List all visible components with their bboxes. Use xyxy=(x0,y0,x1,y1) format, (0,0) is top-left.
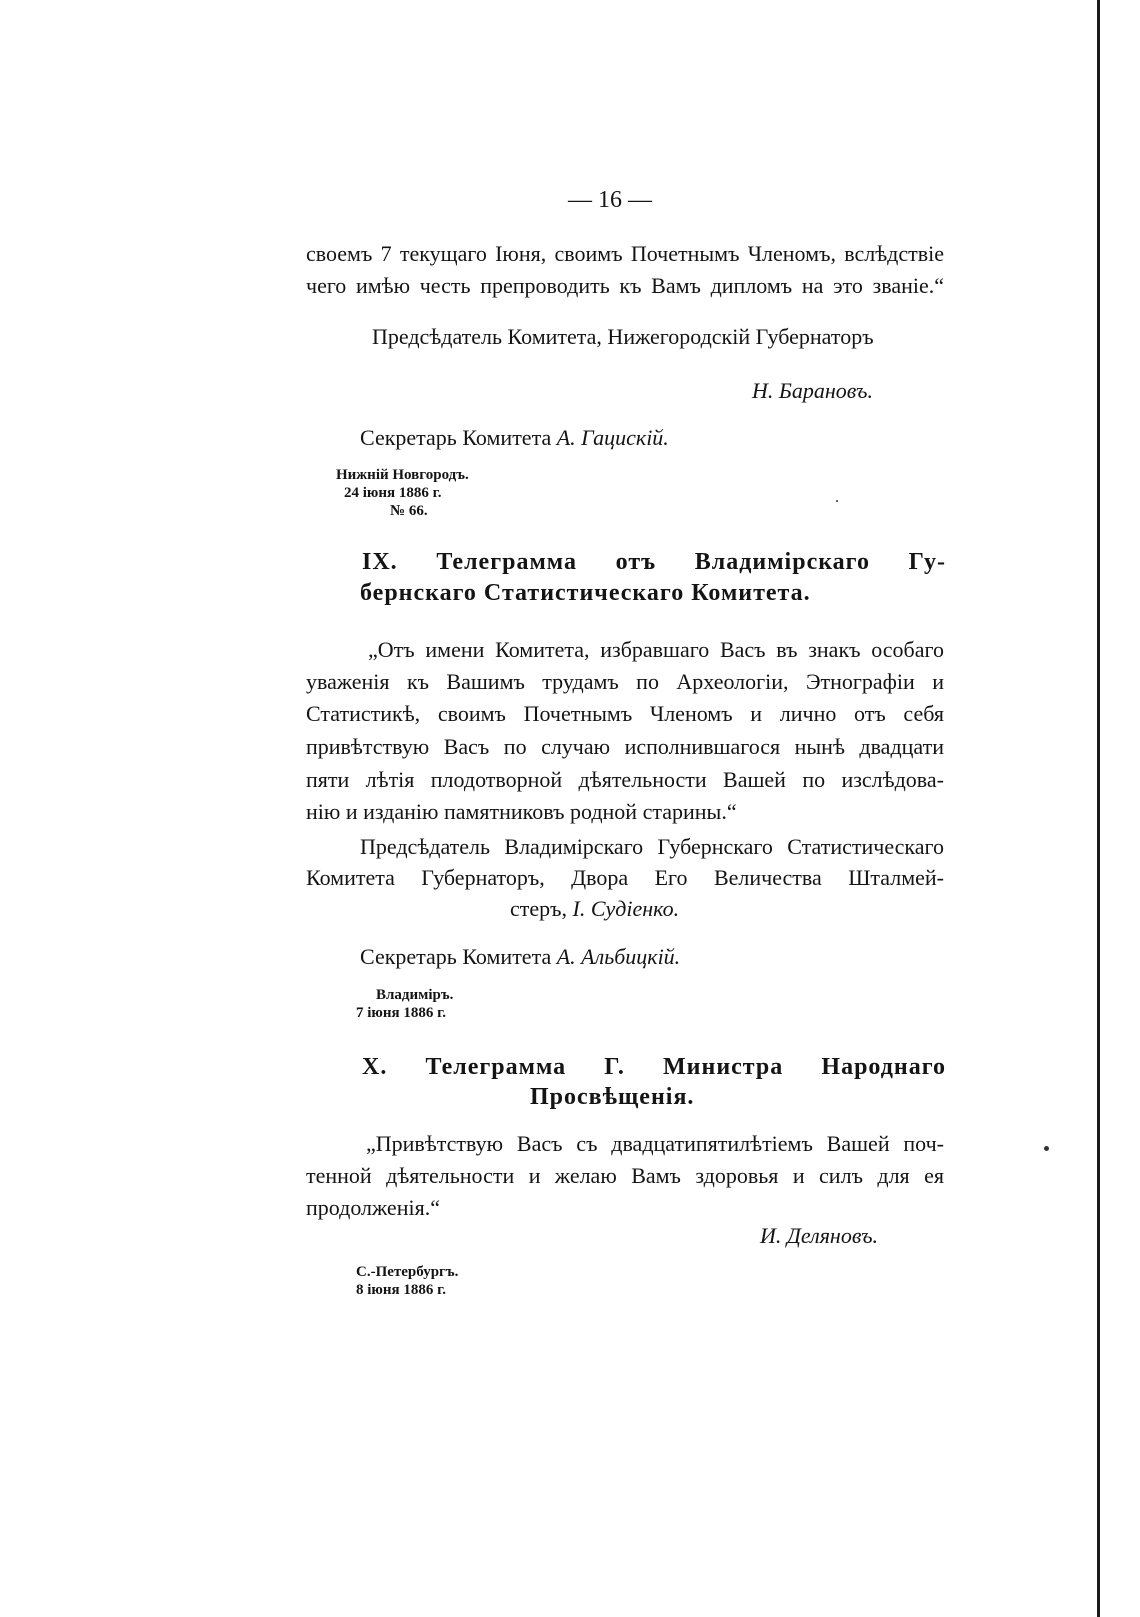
chairman-title-1: Предсѣдатель Комитета, Нижегородскій Губернаторъ xyxy=(372,324,874,349)
chairman-name-1: Н. Барановъ. xyxy=(752,378,873,403)
section-ix-quote-3: Статистикѣ, своимъ Почетнымъ Членомъ и лично отъ себя xyxy=(306,701,944,726)
section-x-quote-2: тенной дѣятельности и желаю Вамъ здоровья и силъ для ея xyxy=(306,1163,944,1188)
secretary-name-1: А. Гацискій. xyxy=(556,425,669,450)
section-ix-quote-6: нію и изданію памятниковъ родной старины.“ xyxy=(306,799,737,824)
section-ix-heading-1: IX. Телеграмма отъ Владимірскаго Гу- xyxy=(362,549,946,575)
section-ix-place: Владиміръ. xyxy=(376,987,454,1003)
section-ix-quote-2: уваженія къ Вашимъ трудамъ по Археологіи, Этнографіи и xyxy=(306,669,944,694)
section-ix-secretary-label: Секретарь Комитета xyxy=(360,944,552,969)
section-x-signature: И. Деляновъ. xyxy=(760,1223,879,1248)
section-x-date: 8 іюня 1886 г. xyxy=(356,1282,447,1298)
section-ix-quote-5: пяти лѣтія плодотворной дѣятельности Вашей по изслѣдова- xyxy=(306,767,944,792)
section-x-place: С.-Петербургъ. xyxy=(356,1264,459,1280)
section-ix-quote-4: привѣтствую Васъ по случаю исполнившагося нынѣ двадцати xyxy=(306,734,944,759)
section-ix-secretary xyxy=(360,943,680,971)
opening-line-2: чего имѣю честь препроводить къ Вамъ дипломъ на это званіе.“ xyxy=(306,273,944,298)
section-ix-quote-1: „Отъ имени Комитета, избравшаго Васъ въ знакъ особаго xyxy=(368,637,944,662)
date-1: 24 іюня 1886 г. xyxy=(344,485,442,501)
section-ix-chairman-prefix: стеръ, xyxy=(510,896,568,921)
place-1: Нижній Новгородъ. xyxy=(336,467,469,483)
section-ix-chairman-3 xyxy=(510,895,679,923)
section-x-heading-1: X. Телеграмма Г. Министра Народнаго xyxy=(362,1054,946,1080)
print-speck xyxy=(1044,1146,1049,1151)
section-ix-chairman-1: Предсѣдатель Владимірскаго Губернскаго Статистическаго xyxy=(360,834,944,859)
secretary-label-1: Секретарь Комитета xyxy=(360,425,552,450)
print-speck xyxy=(836,500,838,502)
secretary-line-1 xyxy=(360,424,669,452)
page-edge-line xyxy=(1097,0,1100,1617)
section-ix-heading-2: бернскаго Статистическаго Комитета. xyxy=(360,580,811,606)
section-ix-date: 7 іюня 1886 г. xyxy=(356,1005,447,1021)
number-1: № 66. xyxy=(390,503,428,519)
section-ix-secretary-name: А. Альбицкій. xyxy=(556,944,681,969)
section-x-quote-3: продолженія.“ xyxy=(306,1195,440,1220)
section-ix-chairman-name: I. Судіенко. xyxy=(572,896,680,921)
section-x-quote-1: „Привѣтствую Васъ съ двадцатипятилѣтіемъ Вашей поч- xyxy=(366,1131,944,1156)
opening-line-1: своемъ 7 текущаго Іюня, своимъ Почетнымъ Членомъ, вслѣдствіе xyxy=(306,241,944,266)
page-number: — 16 — xyxy=(568,187,652,213)
section-x-heading-2: Просвѣщенія. xyxy=(530,1084,695,1110)
section-ix-chairman-2: Комитета Губернаторъ, Двора Его Величества Шталмей- xyxy=(306,865,944,890)
